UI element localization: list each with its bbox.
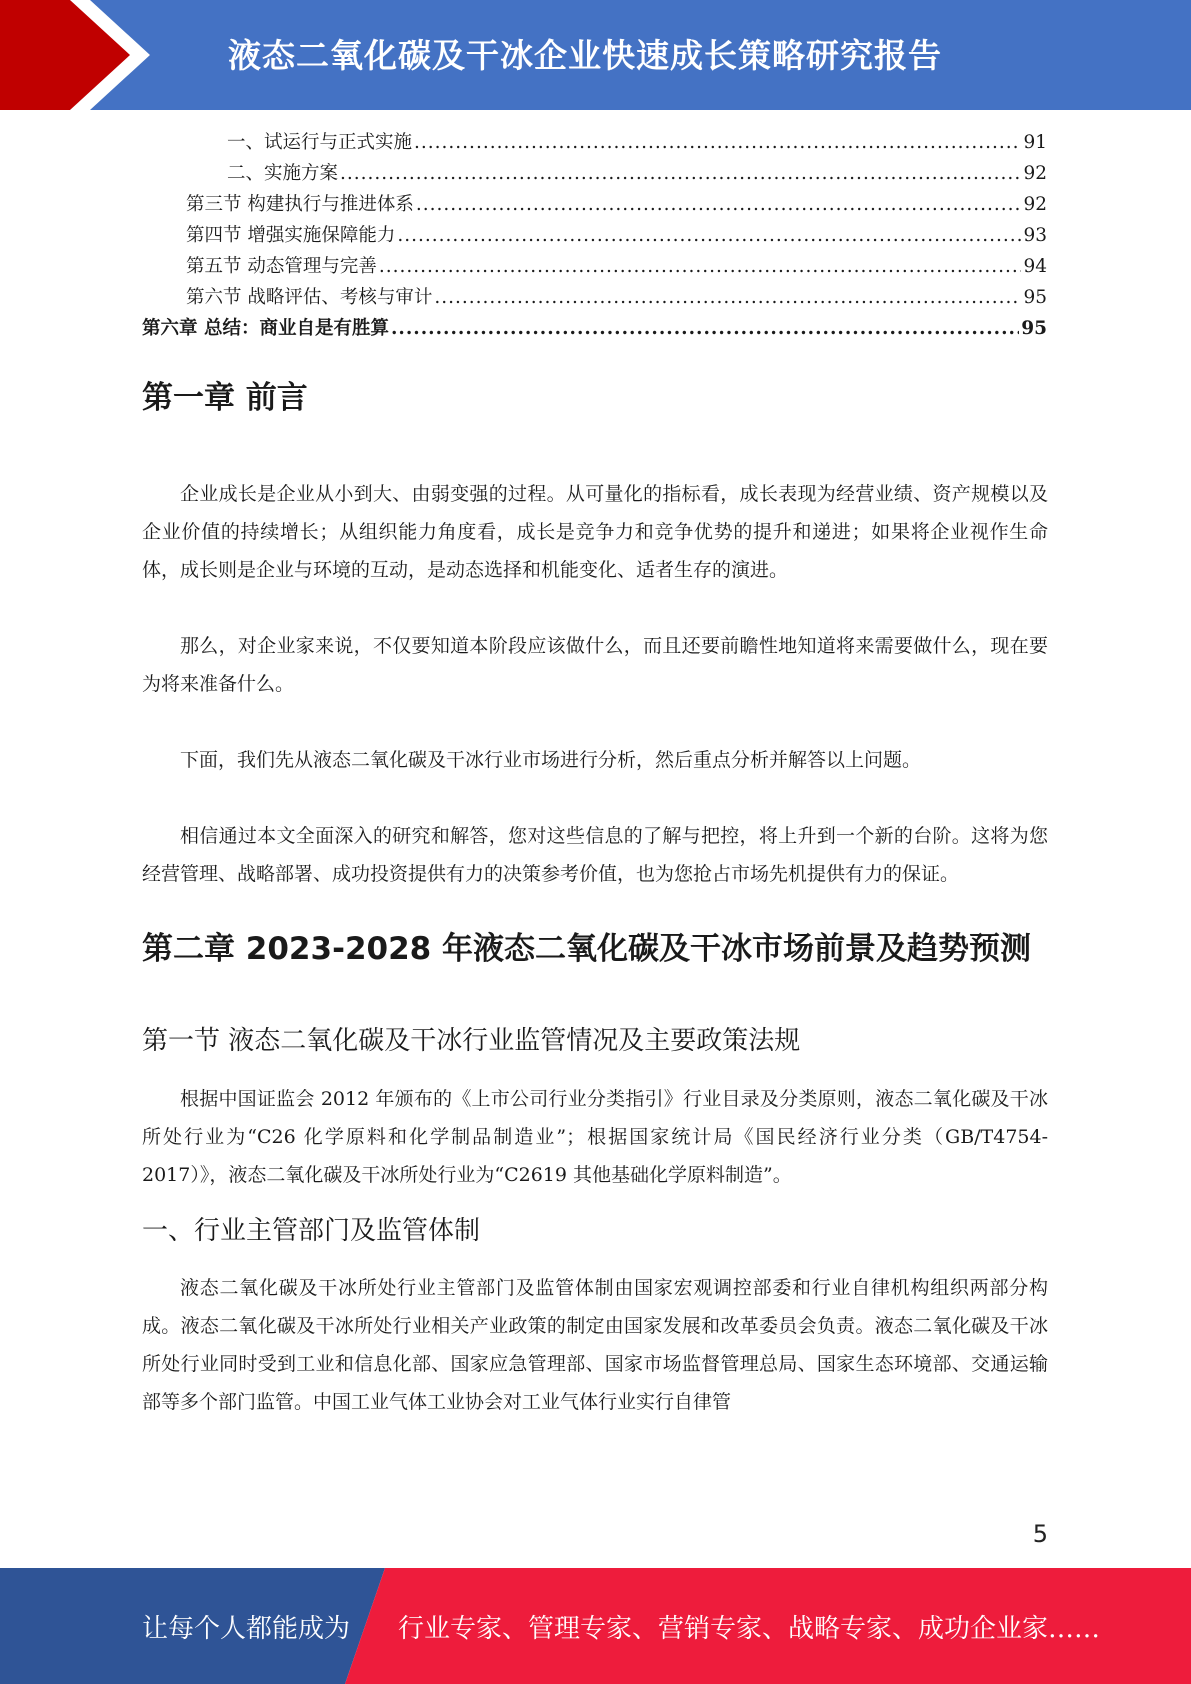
toc-leader-dots [391, 318, 1019, 339]
paragraph: 液态二氧化碳及干冰所处行业主管部门及监管体制由国家宏观调控部委和行业自律机构组织两部分构成。液态二氧化碳及干冰所处行业相关产业政策的制定由国家发展和改革委员会负责。液态二氧化碳及干冰所处行业同时受到工业和信息化部、国家应急管理部、国家市场监督管理总局、国家生态环境部、交通运输部等多个部门监管。中国工业气体工业协会对工业气体行业实行自律管 [142, 1276, 1048, 1413]
toc-entry-label: 第三节 构建执行与推进体系 [186, 194, 414, 215]
paragraph: 企业成长是企业从小到大、由弱变强的过程。从可量化的指标看，成长表现为经营业绩、资产规模以及企业价值的持续增长；从组织能力角度看，成长是竞争力和竞争优势的提升和递进；如果将企业视作生命体，成长则是企业与环境的互动，是动态选择和机能变化、适者生存的演进。 [142, 483, 1048, 582]
toc-entry-page: 95 [1023, 287, 1047, 308]
toc-entry-label: 第六章 总结：商业自是有胜算 [142, 318, 389, 339]
table-of-contents [142, 128, 1047, 345]
toc-entry-page: 93 [1023, 225, 1047, 246]
paragraph: 那么，对企业家来说，不仅要知道本阶段应该做什么，而且还要前瞻性地知道将来需要做什么，现在要为将来准备什么。 [142, 635, 1048, 696]
toc-entry[interactable] [142, 190, 1047, 221]
toc-entry-page: 92 [1023, 194, 1047, 215]
toc-entry-label: 第五节 动态管理与完善 [186, 256, 377, 277]
toc-entry[interactable] [142, 128, 1047, 159]
report-header [0, 0, 1191, 110]
footer-slogan-right: 行业专家、管理专家、营销专家、战略专家、成功企业家…… [398, 1614, 1101, 1644]
toc-leader-dots [434, 287, 1021, 308]
toc-entry[interactable] [142, 159, 1047, 190]
toc-entry-page: 91 [1023, 132, 1047, 153]
main-content [142, 380, 1048, 1421]
toc-entry-page: 94 [1023, 256, 1047, 277]
toc-entry[interactable] [142, 221, 1047, 252]
toc-leader-dots [414, 132, 1021, 153]
paragraph: 根据中国证监会 2012 年颁布的《上市公司行业分类指引》行业目录及分类原则，液态二氧化碳及干冰所处行业为“C26 化学原料和化学制品制造业”；根据国家统计局《国民经济行业分类（GB/T4754-2017）》，液态二氧化碳及干冰所处行业为“C2619 其他基础化学原料制造”。 [142, 1087, 1048, 1186]
page-number: 5 [1032, 1520, 1048, 1548]
footer-slogan-left: 让每个人都能成为 [142, 1614, 351, 1644]
header-title: 液态二氧化碳及干冰企业快速成长策略研究报告 [228, 36, 942, 75]
header-arrow-icon [0, 0, 230, 110]
toc-entry-label: 第六节 战略评估、考核与审计 [186, 287, 433, 308]
subsection-1-title: 一、行业主管部门及监管体制 [142, 1215, 481, 1246]
toc-leader-dots [340, 163, 1021, 184]
toc-entry[interactable] [142, 252, 1047, 283]
section-1-title: 第一节 液态二氧化碳及干冰行业监管情况及主要政策法规 [142, 1026, 801, 1057]
toc-entry[interactable] [142, 283, 1047, 314]
chapter-2-title: 第二章 2023-2028 年液态二氧化碳及干冰市场前景及趋势预测 [142, 931, 1032, 968]
toc-entry-label: 二、实施方案 [227, 163, 339, 184]
toc-entry-label: 第四节 增强实施保障能力 [186, 225, 396, 246]
toc-entry-label: 一、试运行与正式实施 [227, 132, 413, 153]
toc-leader-dots [379, 256, 1022, 277]
paragraph: 相信通过本文全面深入的研究和解答，您对这些信息的了解与把控，将上升到一个新的台阶。这将为您经营管理、战略部署、成功投资提供有力的决策参考价值，也为您抢占市场先机提供有力的保证。 [142, 825, 1048, 886]
paragraph: 下面，我们先从液态二氧化碳及干冰行业市场进行分析，然后重点分析并解答以上问题。 [180, 749, 922, 772]
toc-entry-page: 92 [1023, 163, 1047, 184]
toc-entry[interactable] [142, 314, 1047, 345]
toc-entry-page: 95 [1021, 318, 1047, 339]
chapter-1-title: 第一章 前言 [142, 380, 308, 416]
toc-leader-dots [397, 225, 1021, 246]
report-footer [0, 1568, 1191, 1684]
toc-leader-dots [416, 194, 1022, 215]
